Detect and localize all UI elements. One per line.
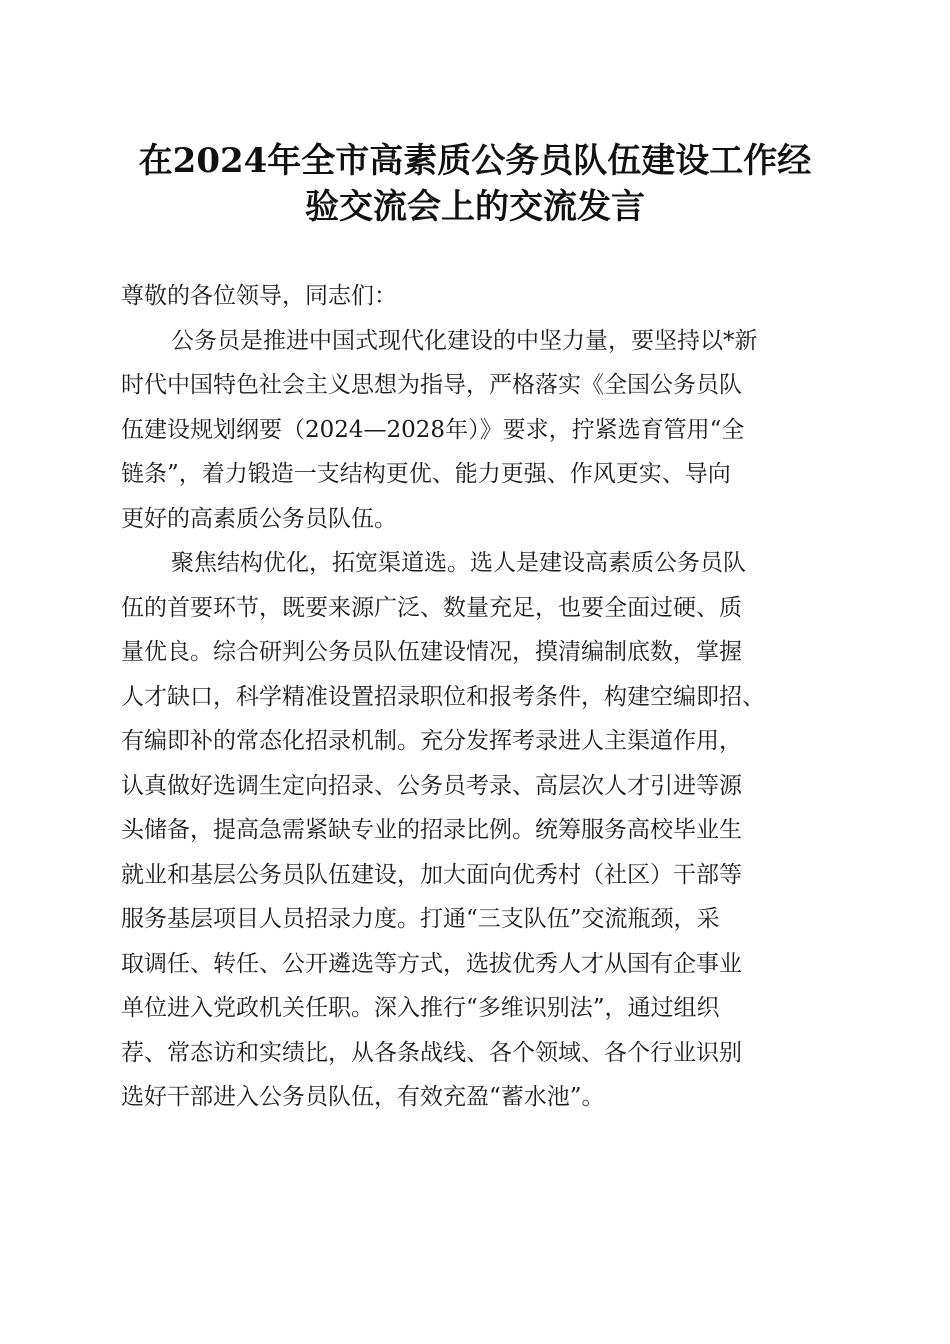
salutation: 尊敬的各位领导，同志们： [121,283,397,309]
document-title [100,138,850,230]
document-body [121,274,831,1120]
paragraph-2-line-13: 选好干部进入公务员队伍，有效充盈“蓄水池”。 [121,1084,605,1110]
paragraph-1-line-1: 公务员是推进中国式现代化建设的中坚力量，要坚持以*新 [171,327,758,354]
paragraph-1-line-3: 伍建设规划纲要（2024—2028年）》要求，拧紧选育管用“全 [121,416,745,443]
paragraph-2-line-5: 有编即补的常态化招录机制。充分发挥考录进人主渠道作用， [121,728,742,754]
paragraph-2-line-12: 荐、常态访和实绩比，从各条战线、各个领域、各个行业识别 [121,1039,742,1066]
paragraph-2-line-11: 单位进入党政机关任职。深入推行“多维识别法”，通过组织 [121,995,720,1021]
paragraph-2-line-9: 服务基层项目人员招录力度。打通“三支队伍”交流瓶颈，采 [121,906,720,932]
paragraph-2-line-2: 伍的首要环节，既要来源广泛、数量充足，也要全面过硬、质 [121,594,742,621]
paragraph-1-line-4: 链条”，着力锻造一支结构更优、能力更强、作风更实、导向 [121,461,731,487]
title-line-2: 验交流会上的交流发言 [305,187,645,227]
paragraph-2-line-7: 头储备，提高急需紧缺专业的招录比例。统筹服务高校毕业生 [121,817,742,843]
paragraph-2-line-6: 认真做好选调生定向招录、公务员考录、高层次人才引进等源 [121,772,742,799]
paragraph-2-line-3: 量优良。综合研判公务员队伍建设情况，摸清编制底数，掌握 [121,639,742,665]
paragraph-2-line-10: 取调任、转任、公开遴选等方式，选拔优秀人才从国有企事业 [121,950,742,977]
paragraph-2-line-1: 聚焦结构优化，拓宽渠道选。选人是建设高素质公务员队 [171,550,746,576]
paragraph-2-line-4: 人才缺口，科学精准设置招录职位和报考条件，构建空编即招、 [121,683,765,710]
paragraph-1-line-5: 更好的高素质公务员队伍。 [121,505,397,532]
paragraph-2-line-8: 就业和基层公务员队伍建设，加大面向优秀村（社区）干部等 [121,861,742,888]
paragraph-1-line-2: 时代中国特色社会主义思想为指导，严格落实《全国公务员队 [121,372,742,398]
title-line-1: 在2024年全市高素质公务员队伍建设工作经 [138,141,812,181]
